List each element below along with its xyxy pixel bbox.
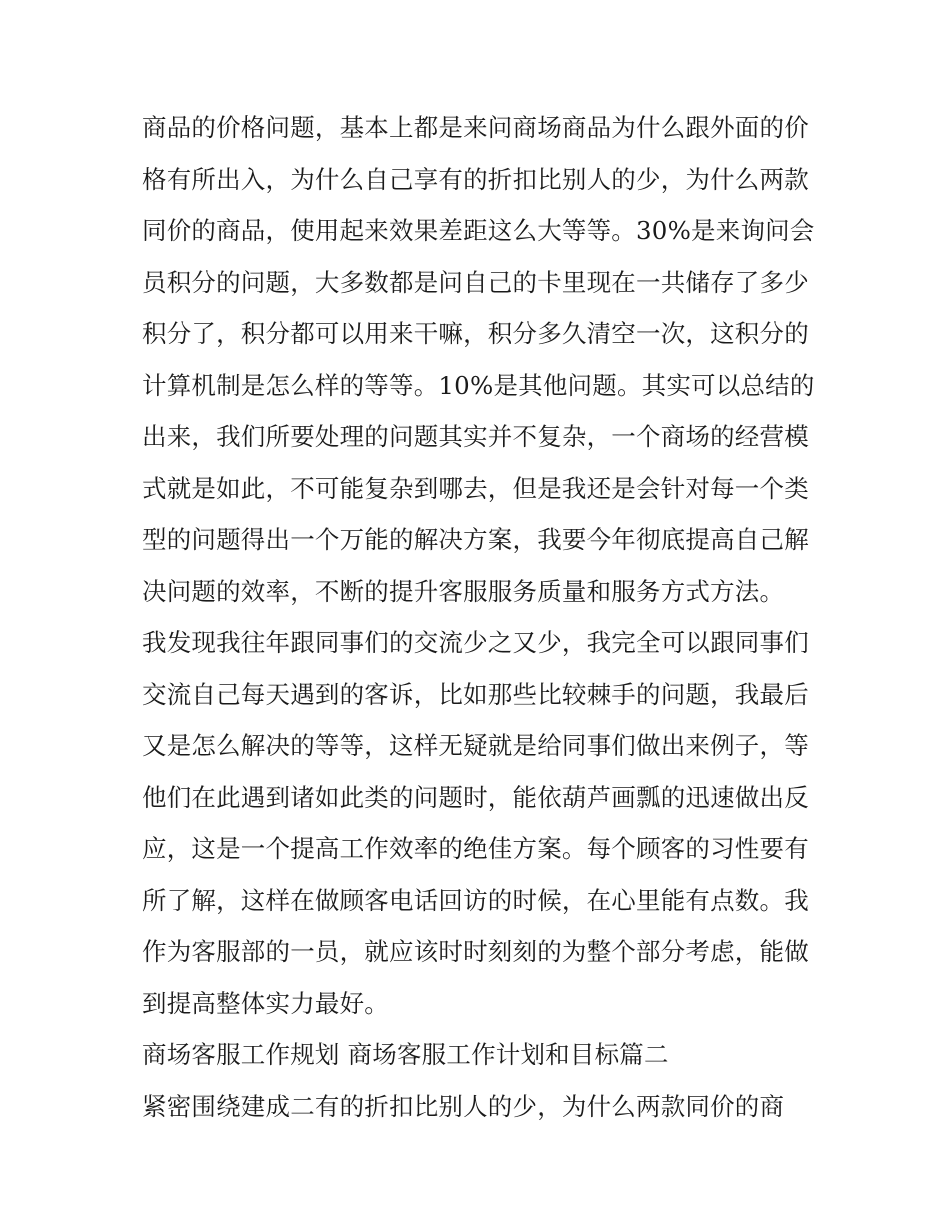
text-line: 我发现我往年跟同事们的交流少之又少，我完全可以跟同事们 xyxy=(142,628,809,657)
text-line: 紧密围绕建成二有的折扣比别人的少，为什么两款同价的商 xyxy=(142,1091,785,1121)
text-line: 员积分的问题，大多数都是问自己的卡里现在一共储存了多少 xyxy=(142,267,809,297)
text-line: 所了解，这样在做顾客电话回访的时候，在心里能有点数。我 xyxy=(142,885,809,915)
text-line: 商品的价格问题，基本上都是来问商场商品为什么跟外面的价 xyxy=(142,113,809,142)
section-heading: 商场客服工作规划 商场客服工作计划和目标篇二 xyxy=(142,1040,669,1069)
text-line: 型的问题得出一个万能的解决方案，我要今年彻底提高自己解 xyxy=(142,525,809,554)
text-line: 出来，我们所要处理的问题其实并不复杂，一个商场的经营模 xyxy=(142,422,809,451)
text-line: 积分了，积分都可以用来干嘛，积分多久清空一次，这积分的 xyxy=(142,319,809,348)
text-line: 他们在此遇到诸如此类的问题时，能依葫芦画瓢的迅速做出反 xyxy=(142,782,809,812)
text-line: 交流自己每天遇到的客诉，比如那些比较棘手的问题，我最后 xyxy=(142,679,809,709)
text-line: 应，这是一个提高工作效率的绝佳方案。每个顾客的习性要有 xyxy=(142,834,809,863)
text-line: 到提高整体实力最好。 xyxy=(142,988,389,1018)
text-line: 同价的商品，使用起来效果差距这么大等等。30%是来询问会 xyxy=(142,216,815,245)
text-line: 计算机制是怎么样的等等。10%是其他问题。其实可以总结的 xyxy=(142,370,815,400)
document-body xyxy=(142,102,822,1132)
text-line: 式就是如此，不可能复杂到哪去，但是我还是会针对每一个类 xyxy=(142,473,809,503)
text-line: 作为客服部的一员，就应该时时刻刻的为整个部分考虑，能做 xyxy=(142,937,809,966)
text-line: 格有所出入，为什么自己享有的折扣比别人的少，为什么两款 xyxy=(142,164,809,194)
text-line: 决问题的效率，不断的提升客服服务质量和服务方式方法。 xyxy=(142,576,785,606)
text-line: 又是怎么解决的等等，这样无疑就是给同事们做出来例子，等 xyxy=(142,731,809,760)
